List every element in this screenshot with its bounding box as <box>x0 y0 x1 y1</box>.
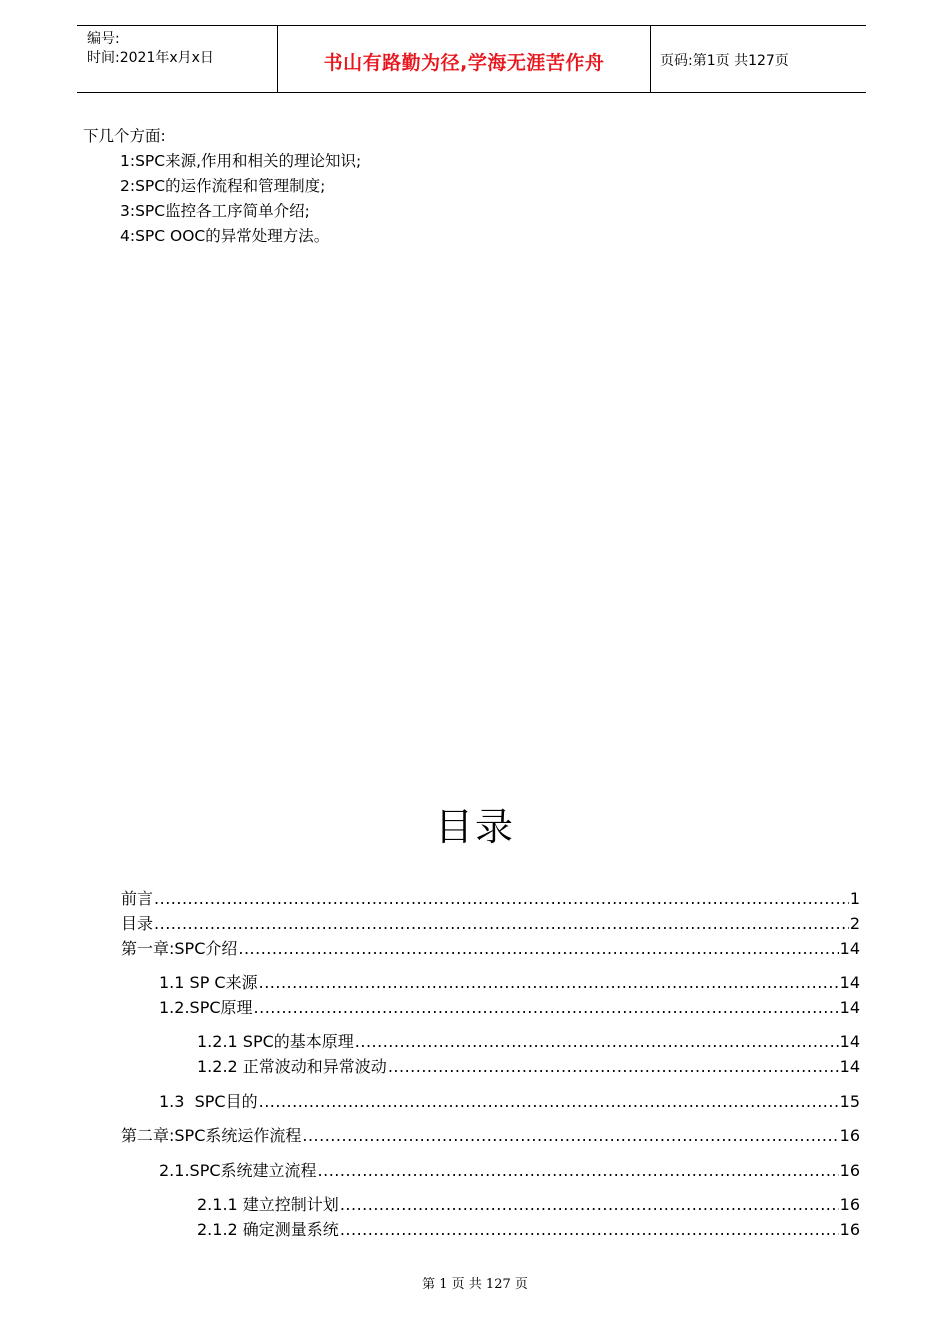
toc-entry[interactable] <box>159 1158 860 1180</box>
toc-entry[interactable] <box>121 1123 860 1145</box>
toc-entry-page: 15 <box>839 1092 860 1111</box>
toc-entry-text: 1.3 SPC目的 <box>159 1092 258 1111</box>
toc-entry[interactable] <box>197 1054 860 1076</box>
intro-item: 1:SPC来源,作用和相关的理论知识; <box>120 152 362 170</box>
toc-entry-text: 第一章:SPC介绍 <box>121 939 238 958</box>
toc-entry-page: 14 <box>839 973 860 992</box>
toc-entry-text: 2.1.2 确定测量系统 <box>197 1220 339 1239</box>
toc-entry[interactable] <box>197 1029 860 1051</box>
toc-entry[interactable] <box>159 1089 860 1111</box>
intro-item: 2:SPC的运作流程和管理制度; <box>120 177 326 195</box>
toc-entry-page: 16 <box>839 1161 860 1180</box>
toc-entry-page: 16 <box>839 1220 860 1239</box>
header-motto: 书山有路勤为径,学海无涯苦作舟 <box>323 52 605 74</box>
toc-leader-dots <box>340 1195 839 1214</box>
toc-leader-dots <box>388 1057 839 1076</box>
toc-entry[interactable] <box>159 970 860 992</box>
toc-entry-text: 2.1.SPC系统建立流程 <box>159 1161 317 1180</box>
toc-entry-page: 14 <box>839 1057 860 1076</box>
toc-entry-page: 16 <box>839 1195 860 1214</box>
page-header <box>77 25 866 93</box>
intro-section <box>83 124 361 249</box>
intro-item: 4:SPC OOC的异常处理方法。 <box>120 227 330 245</box>
toc-entry-text: 目录 <box>121 914 154 933</box>
document-time-label: 时间:2021年x月x日 <box>87 50 214 66</box>
toc-entry[interactable] <box>121 886 860 908</box>
toc-entry-page: 2 <box>849 914 860 933</box>
toc-leader-dots <box>259 1092 839 1111</box>
page-footer: 第 1 页 共 127 页 <box>422 1277 528 1292</box>
toc-leader-dots <box>340 1220 839 1239</box>
intro-item: 3:SPC监控各工序简单介绍; <box>120 202 310 220</box>
toc-entry-text: 1.2.SPC原理 <box>159 998 253 1017</box>
toc-entry-text: 1.2.1 SPC的基本原理 <box>197 1032 354 1051</box>
toc-entry[interactable] <box>121 936 860 958</box>
toc-entry-text: 前言 <box>121 889 154 908</box>
toc-entry-page: 14 <box>839 1032 860 1051</box>
toc-title: 目录 <box>434 805 515 849</box>
intro-lead: 下几个方面: <box>83 127 166 145</box>
toc-leader-dots <box>355 1032 839 1051</box>
toc-leader-dots <box>318 1161 839 1180</box>
toc-entry[interactable] <box>197 1192 860 1214</box>
toc-entry-text: 第二章:SPC系统运作流程 <box>121 1126 302 1145</box>
toc-entry-page: 14 <box>839 939 860 958</box>
toc-entry[interactable] <box>159 995 860 1017</box>
toc-entry[interactable] <box>197 1217 860 1239</box>
toc-entry-text: 1.1 SP C来源 <box>159 973 258 992</box>
toc-entry-page: 1 <box>849 889 860 908</box>
toc-leader-dots <box>238 939 838 958</box>
header-meta <box>87 30 277 68</box>
toc-leader-dots <box>154 889 849 908</box>
header-page-info: 页码:第1页 共127页 <box>660 53 789 69</box>
toc-entry-page: 14 <box>839 998 860 1017</box>
document-number-label: 编号: <box>87 31 120 47</box>
toc-leader-dots <box>254 998 839 1017</box>
toc-leader-dots <box>302 1126 838 1145</box>
toc-leader-dots <box>259 973 839 992</box>
toc-entry-text: 2.1.1 建立控制计划 <box>197 1195 339 1214</box>
toc-entry[interactable] <box>121 911 860 933</box>
toc-leader-dots <box>154 914 849 933</box>
header-divider <box>650 26 651 92</box>
toc-entry-page: 16 <box>839 1126 860 1145</box>
toc-entry-text: 1.2.2 正常波动和异常波动 <box>197 1057 387 1076</box>
